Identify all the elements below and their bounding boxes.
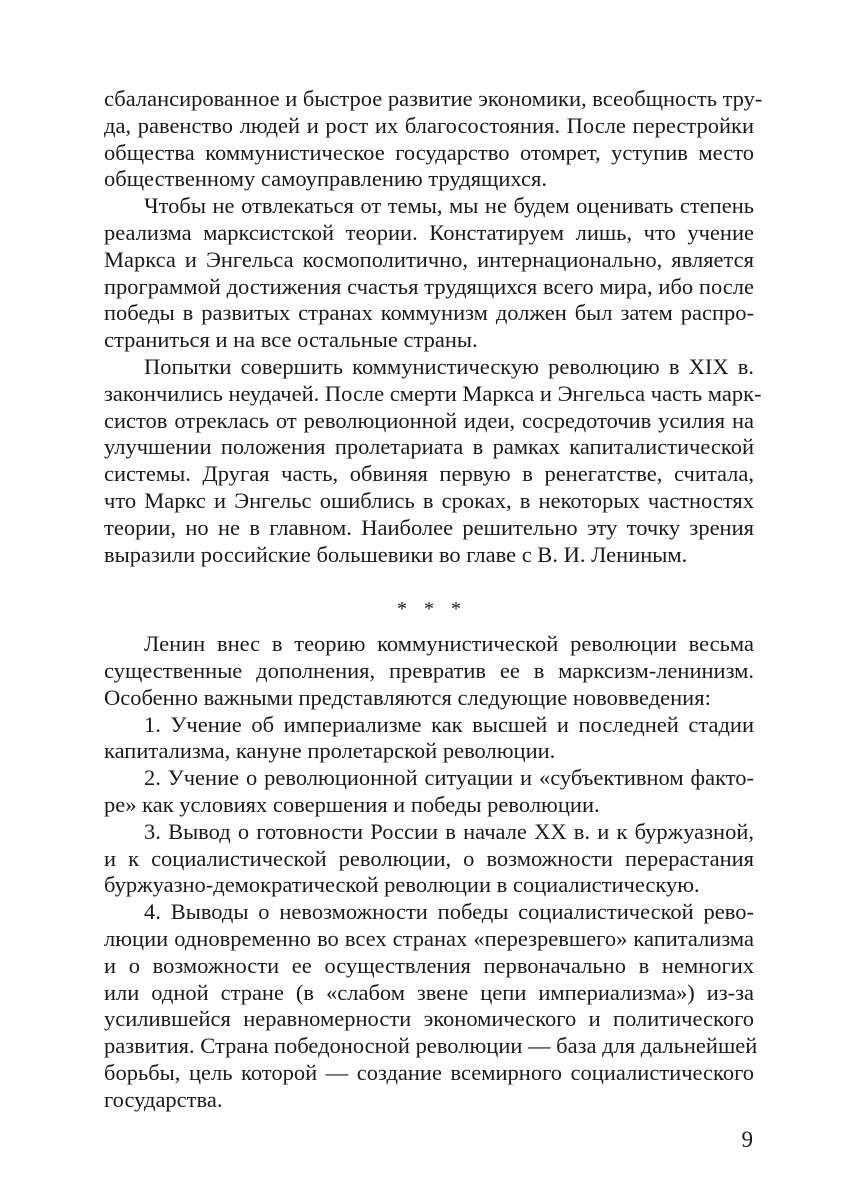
paragraph — [104, 899, 758, 1113]
text-line: люции одновременно во всех странах «перезревшего» капитализма — [104, 925, 754, 951]
text-line: капитализма, кануне пролетарской революции. — [104, 738, 556, 764]
text-line: Маркса и Энгельса космополитично, интернационально, является — [104, 246, 754, 272]
text-line: программой достижения счастья трудящихся всего мира, ибо после — [104, 273, 754, 299]
text-line: 1. Учение об империализме как высшей и последней стадии — [144, 711, 754, 737]
text-line: и к социалистической революции, о возможности перерастания — [104, 845, 754, 871]
text-line: общественному самоуправлению трудящихся. — [104, 166, 547, 192]
text-line: что Маркс и Энгельс ошиблись в сроках, в некоторых частностях — [104, 487, 754, 513]
section-separator: * * * — [397, 598, 467, 621]
page-body — [104, 86, 763, 1113]
text-section-before — [104, 86, 763, 568]
text-line: 4. Выводы о невозможности победы социалистической рево- — [144, 899, 754, 925]
text-line: существенные дополнения, превратив ее в марксизм-ленинизм. — [104, 657, 754, 683]
text-line: страниться и на все остальные страны. — [104, 327, 478, 353]
text-line: общества коммунистическое государство отомрет, уступив место — [104, 139, 754, 165]
text-line: и о возможности ее осуществления первоначально в немногих — [104, 952, 754, 978]
text-line: буржуазно-демократической революции в социалистическую. — [104, 872, 700, 898]
text-line: ре» как условиях совершения и победы революции. — [104, 791, 600, 817]
text-line: Чтобы не отвлекаться от темы, мы не будем оценивать степень — [144, 193, 754, 219]
paragraph — [104, 631, 754, 711]
text-line: Ленин внес в теорию коммунистической революции весьма — [144, 631, 754, 657]
paragraph — [104, 86, 763, 193]
text-line: да, равенство людей и рост их благосостояния. После перестройки — [104, 112, 754, 138]
text-line: сбалансированное и быстрое развитие экономики, всеобщность тру- — [104, 86, 763, 111]
text-line: системы. Другая часть, обвиняя первую в ренегатстве, считала, — [104, 461, 754, 487]
text-line: Особенно важными представляются следующие нововведения: — [104, 684, 711, 710]
text-line: улучшении положения пролетариата в рамках капиталистической — [104, 434, 754, 460]
text-line: реализма марксистской теории. Констатируем лишь, что учение — [104, 219, 754, 245]
paragraph — [104, 765, 754, 819]
text-line: или одной стране (в «слабом звене цепи империализма») из-за — [104, 979, 754, 1005]
page-number: 9 — [741, 1127, 753, 1152]
text-line: борьбы, цель которой — создание всемирного социалистического — [104, 1059, 754, 1085]
text-line: Попытки совершить коммунистическую революцию в XIX в. — [144, 353, 754, 379]
text-line: развития. Страна победоносной революции — база для дальнейшей — [104, 1033, 758, 1059]
text-line: теории, но не в главном. Наиболее решительно эту точку зрения — [104, 514, 754, 540]
text-line: усилившейся неравномерности экономического и политического — [104, 1006, 754, 1032]
paragraph — [104, 819, 754, 899]
text-line: 2. Учение о революционной ситуации и «субъективном факто- — [144, 765, 754, 791]
text-line: закончились неудачей. После смерти Маркса и Энгельса часть марк- — [104, 380, 762, 406]
text-line: выразили российские большевики во главе с В. И. Лениным. — [104, 541, 688, 567]
text-line: победы в развитых странах коммунизм должен был затем распро- — [104, 300, 754, 326]
paragraph — [104, 353, 762, 568]
text-line: систов отреклась от революционной идеи, сосредоточив усилия на — [104, 407, 754, 433]
paragraph — [104, 712, 754, 766]
text-section-after — [104, 631, 758, 1113]
text-line: 3. Вывод о готовности России в начале XX в. и к буржуазной, — [144, 818, 754, 844]
paragraph — [104, 193, 754, 354]
text-line: государства. — [104, 1086, 223, 1112]
